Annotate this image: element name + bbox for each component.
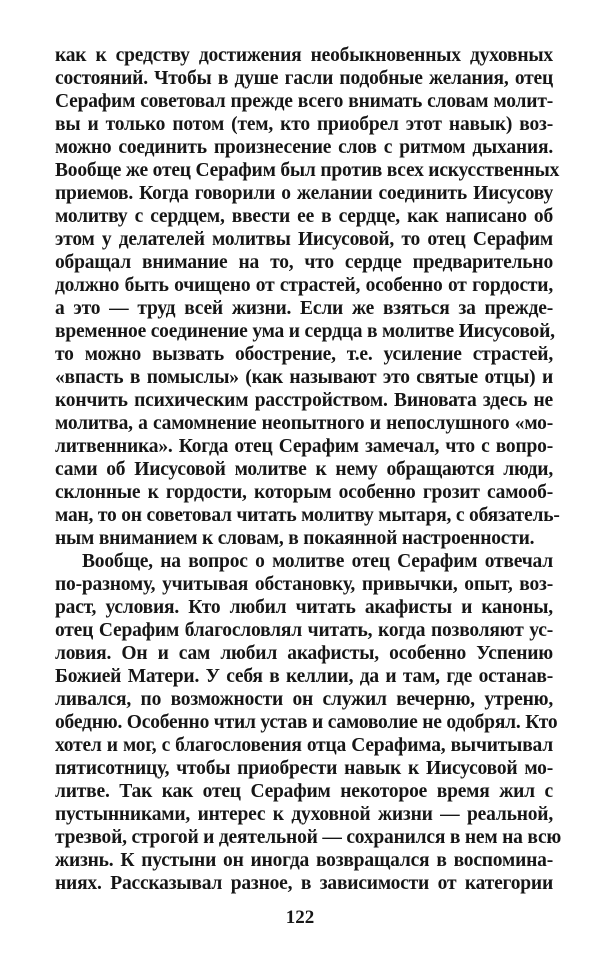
text-line: должно быть очищено от страстей, особенно от гордости, [55, 275, 553, 296]
text-line: пятисотницу, чтобы приобрести навык к Иисусовой мо- [55, 758, 553, 779]
text-line: вы и только потом (тем, кто приобрел этот навык) воз- [55, 114, 553, 135]
text-line: сами об Иисусовой молитве к нему обращаются люди, [55, 459, 553, 480]
text-line: а это — труд всей жизни. Если же взяться за прежде- [55, 298, 553, 319]
text-line: «впасть в помыслы» (как называют это святые отцы) и [55, 367, 553, 388]
text-line: ным вниманием к словам, в покаянной настроенности. [55, 528, 535, 549]
text-line: ниях. Рассказывал разное, в зависимости от категории [55, 873, 553, 894]
text-line: Божией Матери. У себя в келлии, да и там, где останав- [55, 666, 553, 687]
text-line: ман, то он советовал читать молитву мытаря, с обязатель- [55, 505, 560, 526]
text-line: Вообще, на вопрос о молитве отец Серафим отвечал [82, 551, 553, 572]
text-line: можно соединить произнесение слов с ритмом дыхания. [55, 137, 553, 158]
text-line: раст, условия. Кто любил читать акафисты и каноны, [55, 597, 553, 618]
text-line: ловия. Он и сам любил акафисты, особенно Успению [55, 643, 553, 664]
book-page-text [55, 44, 562, 895]
text-line: молитву с сердцем, ввести ее в сердце, как написано об [55, 206, 553, 227]
text-line: отец Серафим благословлял читать, когда позволяют ус- [55, 620, 553, 641]
paragraph [55, 44, 560, 550]
text-line: молитва, а самомнение неопытного и непослушного «мо- [55, 413, 553, 434]
text-line: ливался, по возможности он служил вечерню, утреню, [55, 689, 553, 710]
text-line: временное соединение ума и сердца в молитве Иисусовой, [55, 321, 555, 342]
text-line: жизнь. К пустыни он иногда возвращался в воспомина- [55, 850, 553, 871]
text-line: кончить психическим расстройством. Виновата здесь не [55, 390, 553, 411]
text-line: трезвой, строгой и деятельной — сохранился в нем на всю [55, 827, 562, 848]
text-line: литвенника». Когда отец Серафим замечал, что с вопро- [55, 436, 553, 457]
text-line: то можно вызвать обострение, т.е. усиление страстей, [55, 344, 553, 365]
page-number: 122 [285, 907, 315, 928]
text-line: приемов. Когда говорили о желании соединить Иисусову [55, 183, 553, 204]
text-line: пустынниками, интерес к духовной жизни — реальной, [55, 804, 553, 825]
text-line: состояний. Чтобы в душе гасли подобные желания, отец [55, 68, 553, 89]
text-line: Вообще же отец Серафим был против всех искусственных [55, 160, 560, 181]
paragraph [55, 550, 562, 895]
text-line: по-разному, учитывая обстановку, привычки, опыт, воз- [55, 574, 553, 595]
text-line: обедню. Особенно чтил устав и самоволие не одобрял. Кто [55, 712, 558, 733]
text-line: этом у делателей молитвы Иисусовой, то отец Серафим [55, 229, 553, 250]
text-line: как к средству достижения необыкновенных духовных [55, 45, 553, 66]
text-line: хотел и мог, с благословения отца Серафима, вычитывал [55, 735, 553, 756]
text-line: Серафим советовал прежде всего внимать словам молит- [55, 91, 553, 112]
text-line: обращал внимание на то, что сердце предварительно [55, 252, 553, 273]
text-line: литве. Так как отец Серафим некоторое время жил с [55, 781, 553, 802]
text-line: склонные к гордости, которым особенно грозит самооб- [55, 482, 553, 503]
